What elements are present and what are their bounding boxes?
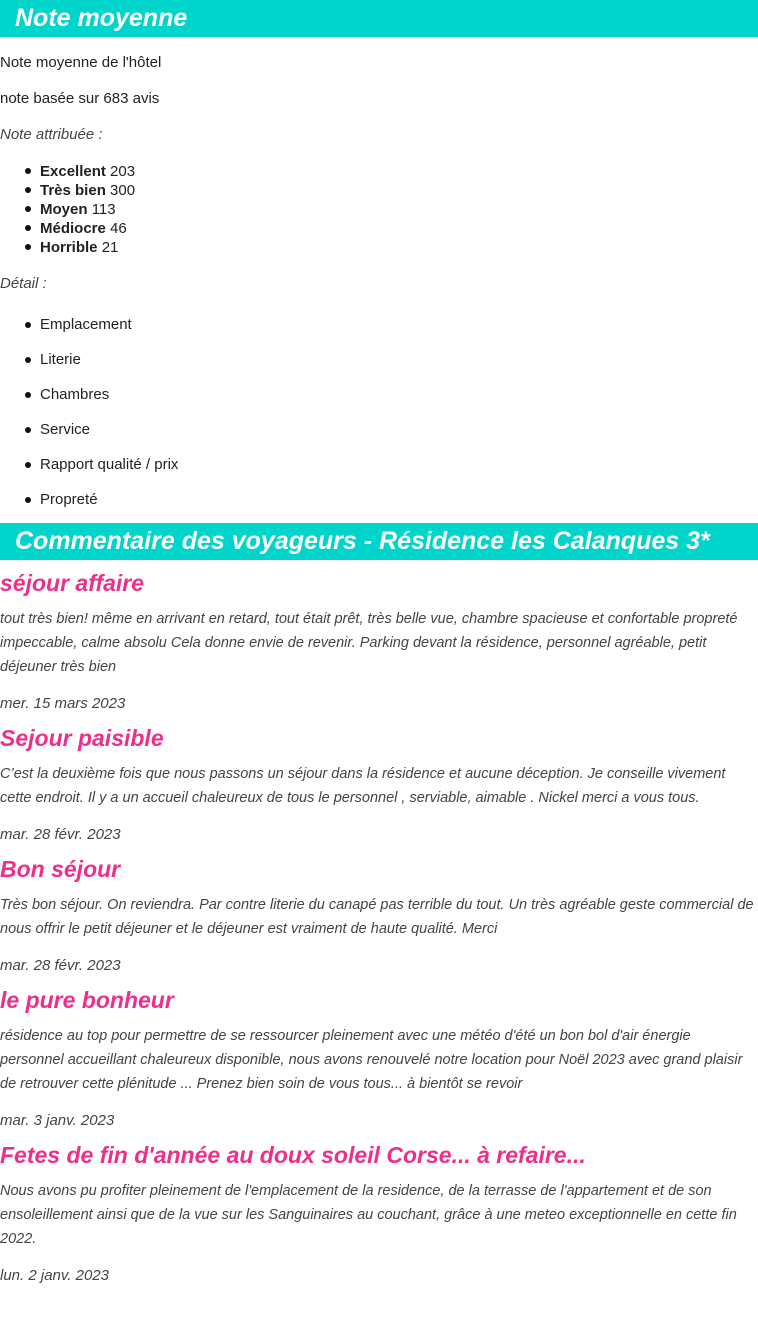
rating-section-banner: Note moyenne [0,0,758,37]
rating-breakdown-list [0,162,758,257]
review-date: mar. 28 févr. 2023 [0,826,121,843]
rating-detail-heading: Détail : [0,274,47,292]
rating-detail-item: Literie [0,342,758,377]
rating-detail-item: Chambres [0,377,758,412]
rating-count-value: 46 [110,219,127,237]
rating-count-value: 21 [101,238,119,256]
review-title: Bon séjour [0,856,121,882]
review-title: séjour affaire [0,570,145,596]
rating-breakdown-heading: Note attribuée : [0,126,103,143]
review-item [0,1141,758,1287]
review-item [0,569,758,715]
review-text: résidence au top pour permettre de se ressourcer pleinement avec une météo d'été un bon bol d'air énergie personnel accueillant chaleureux disponible, nous avons renouvelé notre location pour Noël 2023 avec grand plaisir de retrouver cette plénitude ... Prenez bien soin de vous tous... à bientôt se revoir [0,1028,743,1092]
rating-count-label: Médiocre [40,219,106,237]
rating-detail-item: Service [0,412,758,447]
rating-count-item [0,162,758,181]
review-item [0,855,758,977]
review-title: Fetes de fin d'année au doux soleil Corse... à refaire... [0,1142,586,1168]
review-title: le pure bonheur [0,987,174,1013]
rating-count-value: 300 [110,181,136,199]
average-rating-label: Note moyenne de l'hôtel [0,54,162,71]
review-date: mar. 3 janv. 2023 [0,1112,115,1129]
reviews-section-banner: Commentaire des voyageurs - Résidence les Calanques 3* [0,523,758,560]
rating-count-label: Excellent [40,162,106,180]
rating-count-value: 113 [91,200,116,218]
rating-detail-item: Propreté [0,482,758,517]
rating-count-value: 203 [110,162,136,180]
review-date: mar. 28 févr. 2023 [0,957,121,974]
rating-count-item [0,200,758,219]
rating-count-item [0,181,758,200]
review-item [0,724,758,846]
rating-count-label: Moyen [40,200,88,218]
review-item [0,986,758,1132]
review-title: Sejour paisible [0,725,164,751]
rating-count-label: Très bien [40,181,106,199]
review-text: Très bon séjour. On reviendra. Par contre literie du canapé pas terrible du tout. Un très agréable geste commercial de nous offrir le petit déjeuner et le déjeuner est vraiment de haute qualité. Merci [0,897,754,937]
rating-detail-item: Rapport qualité / prix [0,447,758,482]
rating-count-item [0,219,758,238]
review-date: mer. 15 mars 2023 [0,695,126,712]
rating-count-label: Horrible [40,238,98,256]
review-count-text: note basée sur 683 avis [0,89,160,107]
review-date: lun. 2 janv. 2023 [0,1267,109,1284]
review-text: tout très bien! même en arrivant en retard, tout était prêt, très belle vue, chambre spacieuse et confortable propreté impeccable, calme absolu Cela donne envie de revenir. Parking devant la résidence, personnel agréable, petit déjeuner très bien [0,611,738,675]
rating-count-item [0,238,758,257]
review-text: Nous avons pu profiter pleinement de l'emplacement de la residence, de la terrasse de l'appartement et de son ensoleillement ainsi que de la vue sur les Sanguinaires au couchant, grâce à une meteo exceptionnelle en cette fin 2022. [0,1183,737,1247]
review-list [0,569,758,1287]
rating-detail-item: Emplacement [0,307,758,342]
review-text: C’est la deuxième fois que nous passons un séjour dans la résidence et aucune déception. Je conseille vivement cette endroit. Il y a un accueil chaleureux de tous le personnel , serviable, aimable . Nickel merci a vous tous. [0,766,726,806]
rating-detail-list [0,307,758,517]
